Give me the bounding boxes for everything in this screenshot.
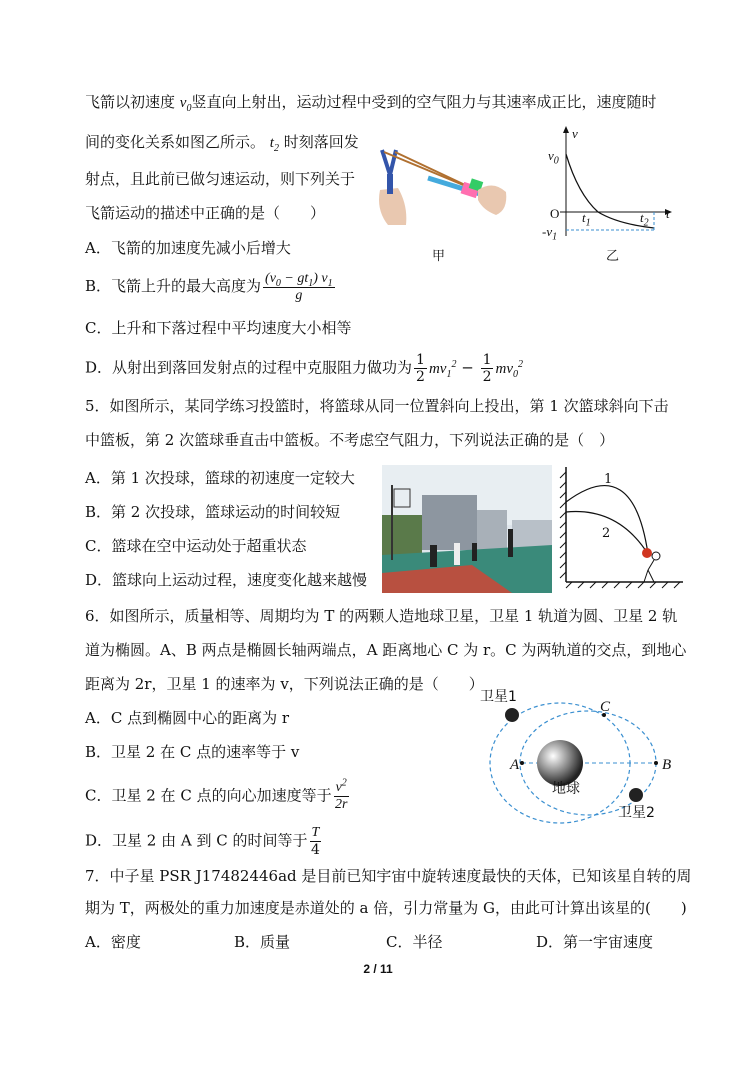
graph-t2-label: $t_2$	[640, 210, 649, 229]
path-1-label: 1	[604, 472, 613, 487]
q4-option-b-formula: $\frac{(v_0 - gt_1) v_1}{g}$	[265, 271, 333, 303]
q4-line2-text-b: 时刻落回发	[283, 133, 359, 151]
graph-neg-v1-label: $-v_1$	[542, 224, 558, 243]
q7-line1: 7．中子星 PSR J17482446ad 是目前已知宇宙中旋转速度最快的天体，已知该星自转的周	[85, 867, 692, 885]
q7-option-d: D．第一宇宙速度	[536, 933, 654, 951]
orbit-diagram	[480, 685, 680, 825]
satellite-1-label: 卫星1	[480, 689, 517, 705]
vt-graph-svg	[538, 124, 678, 244]
q4-line2	[85, 132, 359, 153]
q7-line2: 期为 T，两极处的重力加速度是赤道处的 a 倍，引力常量为 G，由此可计算出该星的( )	[85, 899, 687, 917]
satellite-2-label: 卫星2	[618, 805, 655, 821]
q5-option-c: C．篮球在空中运动处于超重状态	[85, 537, 307, 555]
figure-yi-caption: 乙	[606, 249, 620, 264]
page-number: 2 / 11	[363, 962, 393, 976]
q7-option-c: C．半径	[386, 933, 443, 951]
trajectory-svg	[558, 462, 688, 592]
slingshot-photo	[368, 130, 518, 230]
half-1: $\frac{1}{2}$	[416, 352, 425, 385]
v0-symbol: $v_0$	[179, 95, 192, 114]
graph-v0-label: $v_0$	[548, 148, 559, 167]
q7-option-a: A．密度	[85, 933, 141, 951]
q6-option-d-text: D．卫星 2 由 A 到 C 的时间等于	[85, 831, 308, 850]
q5-option-b: B．第 2 次投球，篮球运动的时间较短	[85, 503, 341, 521]
q6-option-b: B．卫星 2 在 C 点的速率等于 v	[85, 743, 300, 761]
half-2: $\frac{1}{2}$	[482, 352, 492, 385]
q4-option-c: C．上升和下落过程中平均速度大小相等	[85, 319, 352, 337]
velocity-time-graph	[538, 124, 678, 244]
graph-v-label: v	[572, 126, 578, 141]
q6-line1: 6．如图所示，质量相等、周期均为 T 的两颗人造地球卫星，卫星 1 轨道为圆、卫星 2 轨	[85, 607, 678, 625]
q4-line3: 射点，且此前已做匀速运动，则下列关于	[85, 170, 356, 188]
q4-line1	[85, 92, 656, 113]
q6-option-d	[85, 825, 323, 858]
q4-line2-text: 间的变化关系如图乙所示。	[85, 133, 266, 151]
q4-line1-text-b: 竖直向上射出，运动过程中受到的空气阻力与其速率成正比，速度随时	[191, 93, 657, 111]
figure-jia-caption: 甲	[432, 249, 446, 264]
q4-option-b-text: B．飞箭上升的最大高度为	[85, 277, 262, 295]
q4-line4: 飞箭运动的描述中正确的是（ ）	[85, 204, 326, 222]
q6-line3: 距离为 2r，卫星 1 的速率为 v，下列说法正确的是（ ）	[85, 675, 484, 693]
q6-option-c-text: C．卫星 2 在 C 点的向心加速度等于	[85, 786, 332, 805]
t-over-4: $\frac{T}{4}$	[310, 825, 320, 858]
graph-t1-label: $t_1$	[582, 210, 591, 229]
q4-option-b	[85, 270, 337, 304]
q5-line1: 5．如图所示，某同学练习投篮时，将篮球从同一位置斜向上投出，第 1 次篮球斜向下击	[85, 397, 669, 415]
graph-t-axis-label: t	[666, 206, 670, 221]
point-b-label: B	[662, 757, 672, 773]
q6-option-a: A．C 点到椭圆中心的距离为 r	[85, 709, 290, 727]
q5-option-a: A．第 1 次投球，篮球的初速度一定较大	[85, 469, 355, 487]
basketball-court-photo	[382, 465, 552, 593]
q4-option-d-text: D．从射出到落回发射点的过程中克服阻力做功为	[85, 358, 413, 377]
slingshot-illustration	[368, 130, 518, 230]
q6-line2: 道为椭圆。A、B 两点是椭圆长轴两端点，A 距离地心 C 为 r。C 为两轨道的交点，到地心	[85, 641, 687, 659]
q5-option-d: D．篮球向上运动过程，速度变化越来越慢	[85, 571, 368, 589]
q4-option-d: D．从射出到落回发射点的过程中克服阻力做功为 $\frac{1}{2}$ $mv_1^2$ − $\frac{1}{2}$ $mv_0^2$	[85, 352, 523, 385]
earth-label: 地球	[552, 781, 580, 797]
court-illustration	[382, 465, 552, 593]
graph-origin-label: O	[550, 206, 560, 221]
v2-over-2r: $\frac{v^2}{2r}$	[334, 777, 348, 812]
q7-option-b: B．质量	[234, 933, 291, 951]
q5-line2: 中篮板，第 2 次篮球垂直击中篮板。不考虑空气阻力，下列说法正确的是（ ）	[85, 431, 615, 449]
trajectory-diagram	[558, 462, 688, 592]
q4-option-a: A．飞箭的加速度先减小后增大	[85, 239, 291, 257]
q4-line1-text-a: 飞箭以初速度	[85, 93, 180, 111]
t2-symbol: $t_2$	[269, 135, 279, 154]
path-2-label: 2	[602, 526, 611, 541]
q6-option-c	[85, 777, 351, 813]
point-a-label: A	[510, 757, 520, 773]
point-c-label: C	[600, 699, 611, 715]
